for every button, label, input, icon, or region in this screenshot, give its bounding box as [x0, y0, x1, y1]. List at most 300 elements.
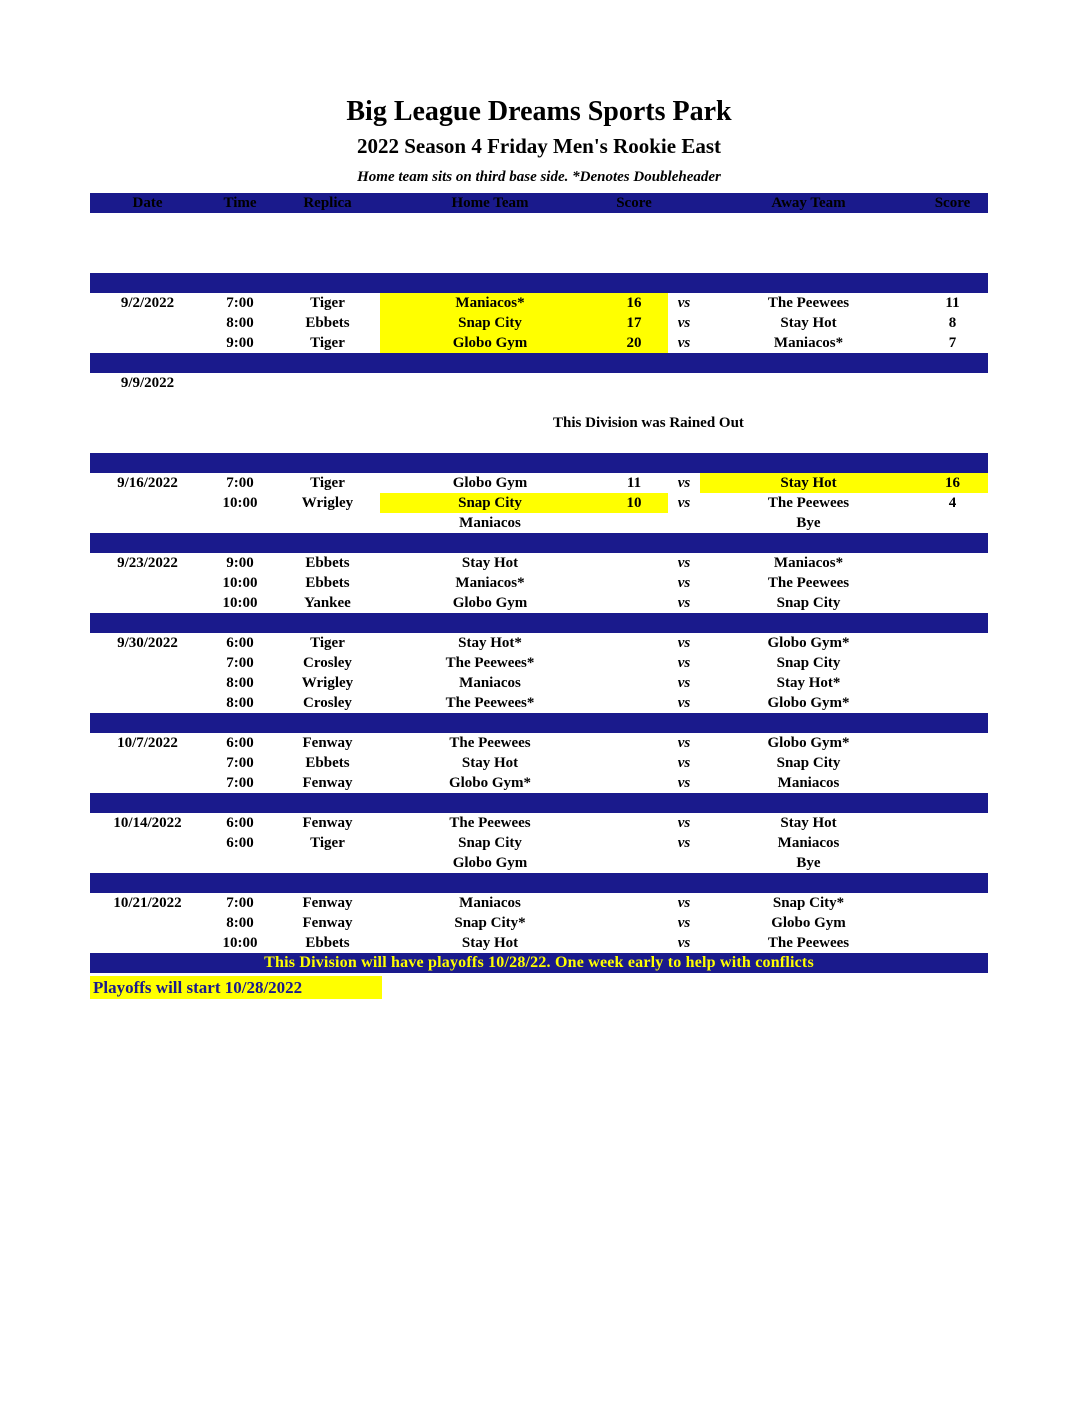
cell-home-score: 17 — [600, 313, 668, 333]
cell-home-score — [600, 813, 668, 833]
cell-away-score — [917, 233, 988, 253]
cell-date — [90, 753, 205, 773]
separator-cell — [90, 273, 205, 293]
cell-home-team — [380, 373, 600, 393]
cell-vs: vs — [677, 494, 691, 511]
cell-time: 10:00 — [222, 574, 258, 591]
cell-date — [90, 693, 205, 713]
cell-time: 7:00 — [226, 754, 254, 771]
cell-away-team: The Peewees — [767, 574, 850, 591]
cell-vs: vs — [677, 674, 691, 691]
cell-date — [90, 393, 205, 413]
separator-cell — [668, 453, 700, 473]
separator-cell — [90, 873, 205, 893]
cell-away-score — [917, 553, 988, 573]
cell-home-team: Globo Gym* — [448, 774, 532, 791]
cell-date — [90, 913, 205, 933]
cell-time: 6:00 — [226, 734, 254, 751]
cell-replica — [275, 233, 380, 253]
cell-date — [90, 253, 205, 273]
cell-home-score — [600, 853, 668, 873]
cell-away-team — [700, 233, 917, 253]
cell-replica: Ebbets — [305, 754, 350, 771]
separator-cell — [917, 273, 988, 293]
separator-cell — [380, 713, 600, 733]
cell-away-score: 11 — [945, 294, 960, 311]
cell-home-team: Maniacos* — [455, 574, 525, 591]
page-subtitle: 2022 Season 4 Friday Men's Rookie East — [356, 134, 721, 158]
separator-cell — [700, 353, 917, 373]
cell-away-score — [917, 573, 988, 593]
cell-time: 6:00 — [226, 634, 254, 651]
cell-date — [90, 333, 205, 353]
cell-vs: vs — [677, 574, 691, 591]
cell-home-team: Maniacos — [459, 514, 521, 531]
cell-replica: Fenway — [302, 894, 353, 911]
cell-home-score — [600, 653, 668, 673]
game-row — [90, 653, 988, 673]
cell-replica: Fenway — [302, 774, 353, 791]
cell-home-team: Snap City* — [454, 914, 526, 931]
cell-away-score — [917, 373, 988, 393]
cell-home-team: Snap City — [458, 834, 522, 851]
cell-away-score — [917, 853, 988, 873]
separator-cell — [600, 713, 668, 733]
game-row — [90, 333, 988, 353]
cell-away-score — [917, 213, 988, 233]
cell-home-score — [600, 513, 668, 533]
separator-cell — [205, 713, 275, 733]
game-row — [90, 313, 988, 333]
cell-time — [205, 233, 275, 253]
separator-cell — [600, 453, 668, 473]
cell-away-score — [917, 393, 988, 413]
separator-cell — [917, 873, 988, 893]
cell-home-team: Stay Hot — [461, 934, 519, 951]
cell-replica: Wrigley — [301, 674, 354, 691]
separator-cell — [917, 533, 988, 553]
rainout-message: This Division was Rained Out — [553, 414, 744, 431]
cell-replica: Fenway — [302, 814, 353, 831]
cell-home-score — [600, 773, 668, 793]
separator-cell — [700, 273, 917, 293]
cell-vs: vs — [677, 774, 691, 791]
separator-cell — [275, 613, 380, 633]
column-header-time: Time — [205, 193, 275, 213]
rainout-row — [90, 393, 988, 413]
cell-date — [90, 433, 205, 453]
cell-vs: vs — [677, 754, 691, 771]
cell-away-team: Snap City* — [772, 894, 845, 911]
cell-date — [90, 773, 205, 793]
cell-away-score: 8 — [948, 314, 957, 331]
separator-cell — [380, 453, 600, 473]
cell-home-score — [600, 213, 668, 233]
cell-home-team — [380, 233, 600, 253]
separator-cell — [275, 453, 380, 473]
cell-home-score — [600, 633, 668, 653]
cell-away-team: Globo Gym — [771, 914, 846, 931]
cell-vs: vs — [677, 934, 691, 951]
cell-away-score — [917, 673, 988, 693]
cell-time: 10:00 — [222, 934, 258, 951]
cell-home-team: The Peewees — [449, 814, 531, 831]
cell-home-score — [600, 893, 668, 913]
division-playoffs-note-row — [90, 953, 988, 973]
cell-time: 7:00 — [226, 474, 254, 491]
cell-vs: vs — [677, 594, 691, 611]
separator-cell — [90, 713, 205, 733]
separator-cell — [380, 793, 600, 813]
cell-home-score — [600, 673, 668, 693]
separator-cell — [700, 533, 917, 553]
cell-home-score — [600, 933, 668, 953]
game-row — [90, 693, 988, 713]
cell-date: 10/21/2022 — [113, 894, 182, 911]
cell-date — [90, 833, 205, 853]
cell-replica: Tiger — [310, 634, 345, 651]
cell-home-team: The Peewees* — [445, 654, 535, 671]
cell-date — [90, 653, 205, 673]
separator-cell — [380, 613, 600, 633]
cell-vs — [668, 373, 700, 393]
game-row — [90, 913, 988, 933]
separator-cell — [668, 873, 700, 893]
cell-away-team: Snap City — [776, 754, 841, 771]
separator-cell — [205, 873, 275, 893]
cell-date: 9/23/2022 — [117, 554, 178, 571]
cell-replica — [275, 433, 380, 453]
page-title: Big League Dreams Sports Park — [346, 96, 732, 127]
cell-away-team: Snap City — [776, 654, 841, 671]
separator-cell — [275, 873, 380, 893]
cell-home-score: 16 — [600, 293, 668, 313]
cell-replica: Ebbets — [305, 314, 350, 331]
separator-cell — [275, 533, 380, 553]
cell-away-score — [917, 593, 988, 613]
cell-away-team: The Peewees — [767, 294, 850, 311]
cell-time: 6:00 — [226, 834, 254, 851]
cell-time: 7:00 — [226, 894, 254, 911]
cell-away-team: Stay Hot — [700, 473, 917, 493]
table-header-row — [90, 193, 988, 213]
separator-cell — [380, 353, 600, 373]
cell-away-score: 16 — [917, 473, 988, 493]
cell-time — [205, 373, 275, 393]
cell-home-score: 20 — [600, 333, 668, 353]
cell-home-score — [600, 573, 668, 593]
cell-home-score: 10 — [600, 493, 668, 513]
cell-replica — [275, 413, 380, 433]
cell-time: 7:00 — [226, 294, 254, 311]
cell-home-team — [380, 253, 600, 273]
empty-row — [90, 233, 988, 253]
cell-date — [90, 213, 205, 233]
cell-replica: Crosley — [303, 694, 352, 711]
cell-home-team — [380, 213, 600, 233]
separator-row — [90, 713, 988, 733]
cell-home-team: Maniacos — [459, 674, 521, 691]
cell-vs: vs — [677, 694, 691, 711]
cell-date — [90, 673, 205, 693]
cell-date — [90, 233, 205, 253]
cell-replica: Tiger — [310, 834, 345, 851]
separator-cell — [917, 613, 988, 633]
game-row — [90, 493, 988, 513]
cell-vs — [668, 233, 700, 253]
home-team-note: Home team sits on third base side. *Denotes Doubleheader — [357, 169, 721, 185]
game-row — [90, 893, 988, 913]
cell-away-team: The Peewees — [767, 934, 850, 951]
separator-cell — [600, 613, 668, 633]
game-row — [90, 673, 988, 693]
cell-replica: Yankee — [304, 594, 351, 611]
cell-time — [205, 253, 275, 273]
separator-cell — [917, 453, 988, 473]
cell-time: 7:00 — [226, 654, 254, 671]
game-row — [90, 813, 988, 833]
cell-home-score — [600, 913, 668, 933]
cell-replica — [275, 253, 380, 273]
game-row — [90, 633, 988, 653]
column-header-away-team: Away Team — [700, 193, 917, 213]
cell-away-team: Maniacos — [777, 834, 840, 851]
separator-cell — [700, 453, 917, 473]
cell-date: 10/7/2022 — [117, 734, 178, 751]
cell-home-team: Stay Hot — [461, 754, 519, 771]
cell-away-team: Globo Gym* — [767, 734, 850, 751]
cell-time — [205, 433, 275, 453]
cell-away-score — [917, 813, 988, 833]
separator-cell — [205, 453, 275, 473]
cell-home-team: The Peewees* — [445, 694, 535, 711]
separator-cell — [90, 453, 205, 473]
separator-cell — [668, 613, 700, 633]
schedule-table — [90, 193, 988, 973]
cell-vs: vs — [677, 914, 691, 931]
cell-time: 8:00 — [226, 314, 254, 331]
empty-row — [90, 213, 988, 233]
separator-cell — [380, 533, 600, 553]
cell-home-score — [600, 373, 668, 393]
cell-replica — [275, 853, 380, 873]
separator-cell — [90, 793, 205, 813]
cell-away-score — [917, 773, 988, 793]
separator-cell — [600, 273, 668, 293]
cell-date — [90, 513, 205, 533]
title-block — [90, 0, 988, 186]
separator-cell — [205, 793, 275, 813]
column-header-home-score: Score — [600, 193, 668, 213]
cell-vs: vs — [677, 654, 691, 671]
separator-cell — [668, 273, 700, 293]
separator-cell — [917, 353, 988, 373]
separator-row — [90, 533, 988, 553]
cell-date — [90, 853, 205, 873]
cell-away-score — [917, 653, 988, 673]
separator-cell — [205, 613, 275, 633]
cell-home-team: Stay Hot — [461, 554, 519, 571]
cell-replica: Tiger — [310, 334, 345, 351]
cell-away-score — [917, 933, 988, 953]
separator-cell — [90, 533, 205, 553]
cell-date — [90, 933, 205, 953]
cell-time: 10:00 — [222, 594, 258, 611]
cell-home-team: Globo Gym — [452, 474, 528, 491]
cell-time — [205, 513, 275, 533]
separator-cell — [275, 273, 380, 293]
cell-date: 10/14/2022 — [113, 814, 182, 831]
column-header-home-team: Home Team — [380, 193, 600, 213]
separator-row — [90, 793, 988, 813]
cell-vs — [668, 513, 700, 533]
cell-time: 9:00 — [226, 334, 254, 351]
cell-away-score — [917, 753, 988, 773]
separator-row — [90, 613, 988, 633]
cell-vs: vs — [677, 334, 691, 351]
separator-cell — [700, 713, 917, 733]
cell-time: 7:00 — [226, 774, 254, 791]
separator-cell — [600, 873, 668, 893]
cell-home-team: Snap City — [380, 493, 600, 513]
cell-time: 8:00 — [226, 674, 254, 691]
cell-away-score — [917, 513, 988, 533]
empty-row — [90, 253, 988, 273]
cell-vs: vs — [677, 894, 691, 911]
game-row — [90, 773, 988, 793]
cell-away-team: Stay Hot* — [776, 674, 841, 691]
cell-time: 9:00 — [226, 554, 254, 571]
game-row — [90, 373, 988, 393]
cell-date: 9/2/2022 — [120, 294, 175, 311]
cell-away-score — [917, 913, 988, 933]
cell-date: 9/9/2022 — [120, 374, 175, 391]
cell-vs: vs — [677, 834, 691, 851]
cell-date — [90, 413, 205, 433]
separator-cell — [668, 793, 700, 813]
cell-time — [205, 853, 275, 873]
cell-home-team: Maniacos* — [380, 293, 600, 313]
cell-date — [90, 313, 205, 333]
cell-away-team: Stay Hot — [780, 314, 837, 331]
separator-cell — [700, 613, 917, 633]
cell-home-score — [600, 553, 668, 573]
cell-away-team — [700, 213, 917, 233]
separator-cell — [700, 793, 917, 813]
separator-cell — [380, 873, 600, 893]
cell-date: 9/30/2022 — [117, 634, 178, 651]
cell-vs: vs — [677, 734, 691, 751]
separator-cell — [380, 273, 600, 293]
game-row — [90, 833, 988, 853]
cell-home-team: The Peewees — [449, 734, 531, 751]
cell-home-score — [600, 733, 668, 753]
cell-vs — [668, 853, 700, 873]
cell-away-team: Snap City — [776, 594, 841, 611]
separator-cell — [205, 353, 275, 373]
separator-cell — [205, 273, 275, 293]
separator-cell — [275, 353, 380, 373]
separator-cell — [600, 353, 668, 373]
cell-date: 9/16/2022 — [117, 474, 178, 491]
cell-replica — [275, 373, 380, 393]
cell-away-team: The Peewees — [767, 494, 850, 511]
cell-away-team: Maniacos* — [773, 334, 844, 351]
cell-home-score — [600, 593, 668, 613]
separator-cell — [600, 793, 668, 813]
cell-vs — [668, 253, 700, 273]
game-row — [90, 293, 988, 313]
cell-replica: Ebbets — [305, 934, 350, 951]
cell-away-score — [917, 413, 988, 433]
cell-time — [205, 213, 275, 233]
cell-home-team: Snap City — [380, 313, 600, 333]
game-row — [90, 553, 988, 573]
cell-home-score — [600, 833, 668, 853]
separator-row — [90, 353, 988, 373]
cell-home-score: 11 — [626, 474, 642, 491]
separator-row — [90, 273, 988, 293]
cell-replica: Ebbets — [305, 574, 350, 591]
separator-cell — [917, 793, 988, 813]
division-playoffs-note: This Division will have playoffs 10/28/22. One week early to help with conflicts — [90, 953, 988, 973]
cell-replica: Fenway — [302, 914, 353, 931]
column-header-date: Date — [90, 193, 205, 213]
separator-cell — [275, 793, 380, 813]
game-row — [90, 853, 988, 873]
cell-replica: Wrigley — [301, 494, 354, 511]
game-row — [90, 733, 988, 753]
column-header-replica: Replica — [275, 193, 380, 213]
cell-date — [90, 573, 205, 593]
cell-time: 8:00 — [226, 694, 254, 711]
game-row — [90, 753, 988, 773]
separator-cell — [600, 533, 668, 553]
cell-time: 8:00 — [226, 914, 254, 931]
cell-home-team: Globo Gym — [452, 594, 528, 611]
separator-cell — [90, 353, 205, 373]
cell-vs: vs — [677, 814, 691, 831]
cell-away-team: Maniacos* — [773, 554, 844, 571]
cell-away-score — [917, 433, 988, 453]
cell-replica — [275, 213, 380, 233]
cell-home-score — [600, 233, 668, 253]
cell-home-score — [600, 693, 668, 713]
cell-vs — [668, 213, 700, 233]
cell-away-score — [917, 253, 988, 273]
cell-vs: vs — [677, 634, 691, 651]
playoffs-start-note: Playoffs will start 10/28/2022 — [90, 976, 382, 999]
cell-home-team: Globo Gym — [380, 333, 600, 353]
cell-time: 10:00 — [222, 494, 258, 511]
cell-replica: Ebbets — [305, 554, 350, 571]
column-header-vs — [668, 193, 700, 213]
cell-away-score — [917, 693, 988, 713]
cell-replica — [275, 393, 380, 413]
cell-vs: vs — [677, 554, 691, 571]
cell-replica — [275, 513, 380, 533]
cell-vs: vs — [677, 294, 691, 311]
separator-cell — [275, 713, 380, 733]
game-row — [90, 513, 988, 533]
separator-cell — [917, 713, 988, 733]
cell-away-score — [917, 833, 988, 853]
cell-away-team: Globo Gym* — [767, 694, 850, 711]
cell-date — [90, 593, 205, 613]
cell-away-team: Bye — [796, 514, 821, 531]
separator-row — [90, 873, 988, 893]
column-header-away-score: Score — [917, 193, 988, 213]
